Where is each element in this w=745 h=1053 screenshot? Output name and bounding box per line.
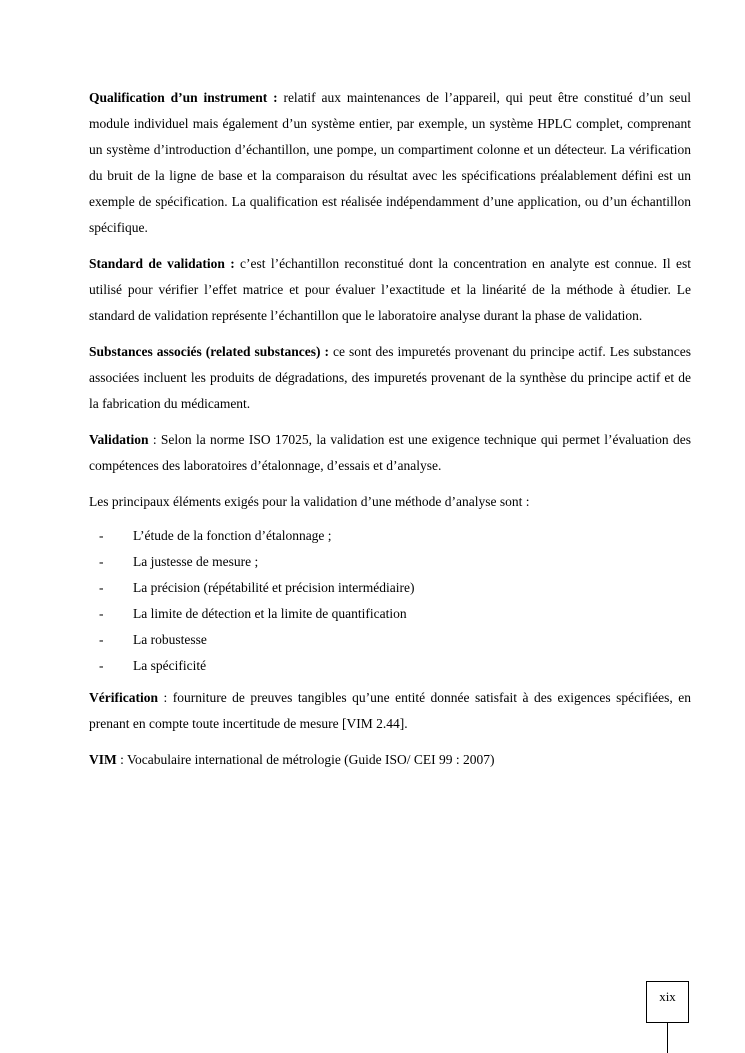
list-intro: Les principaux éléments exigés pour la validation d’une méthode d’analyse sont : (89, 494, 530, 509)
list-dash-marker: - (99, 580, 104, 595)
definition-vim (89, 747, 691, 773)
page-number-divider (667, 1023, 668, 1053)
list-item-text: La justesse de mesure ; (133, 554, 259, 569)
list-item (89, 627, 691, 653)
list-item (89, 601, 691, 627)
document-page (89, 85, 691, 783)
definition-verification (89, 685, 691, 737)
term-substances-associes: Substances associés (related substances) : (89, 344, 329, 359)
page-number-box (646, 981, 689, 1023)
definition-substances-associes (89, 339, 691, 417)
definition-text-validation: : Selon la norme ISO 17025, la validation est une exigence technique qui permet l’évaluation des compétences des laboratoires d’étalonnage, d’essais et d’analyse. (89, 432, 691, 473)
definition-standard-validation (89, 251, 691, 329)
list-dash-marker: - (99, 528, 104, 543)
definition-text-qualification: relatif aux maintenances de l’appareil, qui peut être constitué d’un seul module individuel mais également d’un système entier, par exemple, un système HPLC complet, comprenant un système d’introduction d’échantillon, une pompe, un compartiment colonne et un détecteur. La vérification du bruit de la ligne de base et la comparaison du résultat avec les spécifications préalablement défini est un exemple de spécification. La qualification est réalisée indépendamment d’une application, ou d’un échantillon spécifique. (89, 90, 691, 235)
list-dash-marker: - (99, 632, 104, 647)
list-dash-marker: - (99, 554, 104, 569)
definition-validation (89, 427, 691, 479)
list-dash-marker: - (99, 606, 104, 621)
term-verification: Vérification (89, 690, 158, 705)
list-item (89, 653, 691, 679)
list-item (89, 523, 691, 549)
list-item-text: La spécificité (133, 658, 207, 673)
definition-text-substances-associes: ce sont des impuretés provenant du principe actif. Les substances associées incluent les produits de dégradations, des impuretés provenant de la synthèse du principe actif et de la fabrication du médicament. (89, 344, 691, 411)
list-dash-marker: - (99, 658, 104, 673)
definition-text-standard-validation: c’est l’échantillon reconstitué dont la concentration en analyte est connue. Il est utilisé pour vérifier l’effet matrice et pour évaluer l’exactitude et la linéarité de la méthode à étudier. Le standard de validation représente l’échantillon que le laboratoire analyse durant la phase de validation. (89, 256, 691, 323)
page-number: xix (659, 989, 676, 1004)
definition-text-verification: : fourniture de preuves tangibles qu’une entité donnée satisfait à des exigences spécifiées, en prenant en compte toute incertitude de mesure [VIM 2.44]. (89, 690, 691, 731)
list-item-text: La limite de détection et la limite de quantification (133, 606, 407, 621)
list-item-text: La précision (répétabilité et précision intermédiaire) (133, 580, 415, 595)
definition-text-vim: : Vocabulaire international de métrologie (Guide ISO/ CEI 99 : 2007) (116, 752, 495, 767)
term-qualification: Qualification d’un instrument : (89, 90, 278, 105)
list-item (89, 549, 691, 575)
term-validation: Validation (89, 432, 149, 447)
definition-qualification (89, 85, 691, 241)
list-item-text: La robustesse (133, 632, 207, 647)
validation-elements-list (89, 523, 691, 679)
term-vim: VIM (89, 752, 117, 767)
list-item-text: L’étude de la fonction d’étalonnage ; (133, 528, 332, 543)
term-standard-validation: Standard de validation : (89, 256, 235, 271)
list-item (89, 575, 691, 601)
